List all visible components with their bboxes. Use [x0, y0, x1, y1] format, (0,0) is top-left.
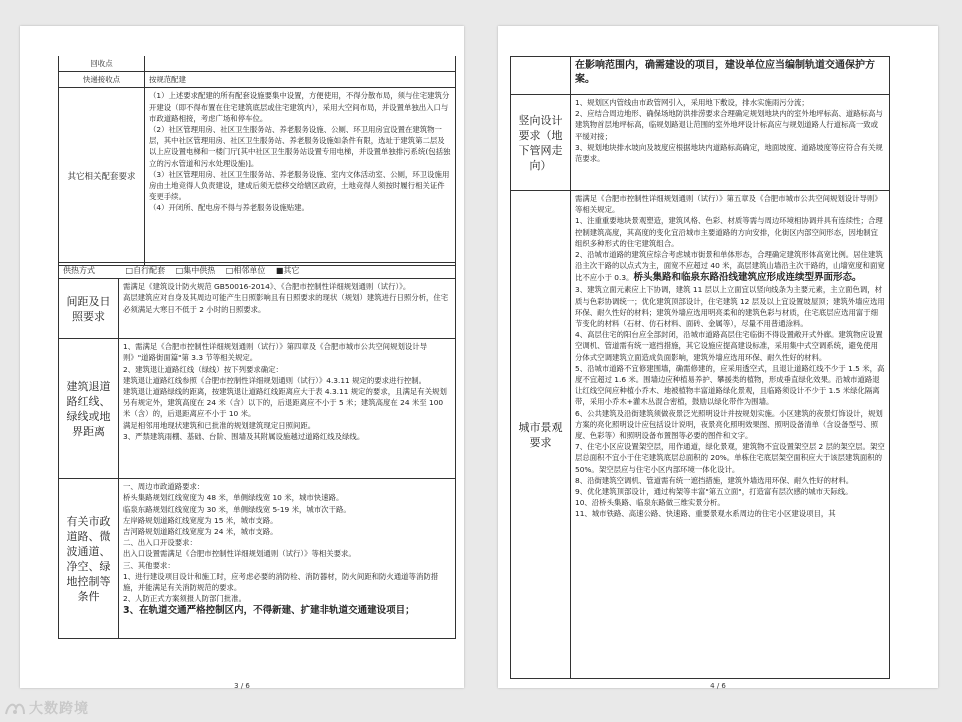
- supply-option-3: □相邻单位: [225, 266, 266, 275]
- municipal-p3: 临泉东路规划红线宽度为 30 米，单侧绿线宽 5-19 米，城市次干路。: [123, 504, 351, 514]
- supply-option-1: □自行配套: [125, 266, 166, 275]
- top-continuation-bold: 在影响范围内，确需建设的项目，建设单位应当编制轨道交通保护方案。: [571, 57, 890, 95]
- watermark: [4, 698, 89, 718]
- municipal-p8: 三、其他要求：: [123, 560, 175, 570]
- municipal-p7: 出入口设置需满足《合肥市控制性详细规划通则（试行）》等相关要求。: [123, 549, 356, 559]
- vertical-p2: 2、应结合周边地形、确保场地防洪排涝要求合理确定规划地块内的室外地坪标高、道路标高与建筑物首层地坪标高，临规划路退让范围的室外地坪设计标高应与规划道路人行道标高一致或平缓对接；: [575, 109, 883, 141]
- other-facilities-label-text: 其它相关配套要求: [67, 171, 136, 182]
- supply-option-4: ■其它: [275, 266, 300, 275]
- setback-label: 建筑退道路红线、绿线或地界距离: [59, 339, 119, 479]
- setback-p1: 1、需满足《合肥市控制性详细规划通则（试行）》第四章及《合肥市城市公共空间规划设计导则》"道路街面篇"第 3.3 节等相关规定。: [123, 342, 428, 363]
- planning-conditions-table-left-main: [58, 262, 456, 639]
- vertical-p3: 3、规划地块排水坡向及坡度应根据地块内道路标高确定，地面坡度、道路坡度等应符合有关规范要求。: [575, 142, 883, 164]
- landscape-intro: 需满足《合肥市控制性详细规划通则（试行）》第五章及《合肥市城市公共空间规划设计导则》等相关规定。: [575, 194, 882, 215]
- document-page-right: [498, 26, 938, 688]
- municipal-p1: 一、周边市政道路要求：: [123, 482, 205, 492]
- supply-option-2: □集中供热: [175, 266, 216, 275]
- planning-conditions-table-left: [58, 56, 456, 266]
- landscape-p4: 4、高层住宅的阳台应全部封闭，沿城市道路高层住宅临街不得设置敞开式外廊。建筑物应设置空调机、管道需有统一遮挡措施，其它设施应提高建设标准，采用集中式空调系统，避免使用分体式空调建筑立面造成负面影响，建筑外墙应选用环保、耐久性好的材料。: [575, 330, 883, 362]
- row-recycle-value: [145, 56, 456, 72]
- landscape-p9: 9、优化建筑顶部设计，通过构架等丰富"第五立面"，打造富有层次感的城市天际线。: [575, 487, 853, 497]
- setback-p3: 建筑退让道路红线参照《合肥市控制性详细规划通则（试行）》4.3.11 规定的要求进行控制。: [123, 375, 427, 385]
- watermark-text: 大数跨境: [29, 701, 89, 717]
- landscape-label: 城市景观要求: [511, 191, 571, 679]
- municipal-p5: 吉河路规划道路红线宽度为 24 米，城市支路。: [123, 527, 278, 537]
- vertical-p1: 1、规划区内管线由市政管网引入，采用地下敷设，排水实施雨污分流；: [575, 98, 809, 107]
- municipal-p10: 2、人防正式方案须报人防部门批准。: [123, 594, 246, 604]
- supply-label: 供热方式: [63, 266, 95, 275]
- other-facilities-label: [59, 88, 145, 266]
- row-express-label: 快递接收点: [59, 72, 145, 88]
- municipal-p2: 桥头集路规划红线宽度为 48 米，单侧绿线宽 10 米，城市快速路。: [123, 493, 344, 503]
- sunlight-label: 间距及日照要求: [59, 279, 119, 339]
- other-facilities-p3: （3）社区管理用房、社区卫生服务站、养老服务设施、室内文体活动室、公厕，环卫设施用房由土地竞得人负责建设，建成后须无偿移交给辖区政府，土地竞得人须按时履行相关证件变更手续。: [149, 169, 450, 202]
- landscape-p2-text: 2、沿城市道路的建筑应综合考虑城市街景和单体形态，合理确定建筑形体高宽比例。居住建筑沿主次干路的以点式为主，面宽不应超过 40 米，高层建筑山墙沿主次干路的，山墙宽度和面宽比不应小于 0.3。: [575, 250, 885, 283]
- sunlight-content: [119, 279, 456, 339]
- setback-content: [119, 339, 456, 479]
- top-continuation-label: [511, 57, 571, 95]
- municipal-p6: 二、出入口开设要求：: [123, 538, 197, 548]
- municipal-content: [119, 479, 456, 639]
- supply-row: [59, 263, 456, 279]
- landscape-p10: 10、沿桥头集路、临泉东路做三维实景分析。: [575, 498, 725, 508]
- other-facilities-p1: （1）上述要求配建的所有配套设施要集中设置，方便使用，不得分散布局，须与住宅建筑分开建设（即不得布置在住宅建筑底层或住宅建筑内），采用大空间布局，并设置单独出入口与市政道路相接，考虑广场和停车位。: [149, 91, 450, 123]
- setback-p5: 满足相邻用地现状建筑和已批准的规划建筑现定日照间距。: [123, 420, 316, 430]
- municipal-label: 有关市政道路、微波通道、净空、绿地控制等条件: [59, 479, 119, 639]
- landscape-p2-bold: 桥头集路和临泉东路沿线建筑应形成连续型界面形态。: [633, 272, 862, 284]
- landscape-p6: 6、公共建筑及沿街建筑须做夜景泛光照明设计并按规划实施。小区建筑的夜景灯饰设计，规划方案的亮化照明设计应包括设计说明，夜景亮化照明效果图、照明设备清单（含设备型号、照度、色彩等）和照明设备布置图等必要的图件和文字。: [575, 408, 883, 441]
- landscape-p3: 3、建筑立面元素应上下协调，建筑 11 层以上立面宜以竖向线条为主要元素，主立面色调，材质与色彩协调统一；优化建筑顶部设计，住宅建筑 12 层及以上宜设置坡屋顶；建筑外墙应选用环保、耐久性好的材料；建筑外墙应选用明亮柔和的建筑色彩与材质，住宅底层应选用富于细节变化的材料（石材、仿石材料、面砖、金属等），尽量不用普通涂料。: [575, 285, 885, 329]
- sunlight-p2: 高层建筑应对自身及其周边可能产生日照影响且有日照要求的现状（规划）建筑进行日照分析，住宅必须满足大寒日不低于 2 小时的日照要求。: [123, 293, 449, 314]
- landscape-p8: 8、沿街建筑空调机、管道需有统一遮挡措施，建筑外墙选用环保、耐久性好的材料。: [575, 475, 854, 485]
- setback-p6: 3、严禁建筑雨棚、基础、台阶、围墙及其附属设施越过道路红线及绿线。: [123, 431, 365, 441]
- landscape-p11: 11、城市铁路、高速公路、快速路、重要景观水系周边的住宅小区建设项目，其: [575, 509, 836, 519]
- municipal-bold-line: 3、在轨道交通严格控制区内，不得新建、扩建非轨道交通建设项目；: [123, 605, 415, 617]
- vertical-design-content: [571, 95, 890, 191]
- row-express-value: 按规范配建: [145, 72, 456, 88]
- vertical-design-label: 竖向设计要求（地下管网走向）: [511, 95, 571, 191]
- other-facilities-content: [145, 88, 456, 266]
- landscape-content: [571, 191, 890, 679]
- sunlight-p1: 需满足《建筑设计防火规范 GB50016-2014》、《合肥市控制性详细规划通则（试行）》。: [123, 282, 411, 292]
- page-number-left: 3 / 6: [234, 682, 250, 690]
- landscape-p2: [575, 249, 885, 284]
- municipal-p9: 1、进行建设项目设计和施工时，应考虑必要的消防栓、消防器材，防火间距和防火通道等消防措施，并能满足有关消防规范的要求。: [123, 571, 439, 593]
- municipal-p4: 左岸路规划道路红线宽度为 15 米，城市支路。: [123, 515, 278, 525]
- setback-p4: 建筑退让道路绿线的距离，按建筑退让道路红线距离应大于表 4.3.11 规定的要求，且满足有关规划另有规定外，建筑高度在 24 米（含）以下的，后退距离应不小于 5 米；建筑高度在 24 米至 100 米（含）的，后退距离应不小于 10 米。: [123, 387, 447, 419]
- landscape-p5: 5、沿城市道路不宜修建围墙，确需修建的，应采用透空式，且退让道路红线不少于 1.5 米，高度不宜超过 1.6 米。围墙边应种植易养护、攀援类的植物，形成垂直绿化效果。沿城市道路退让红线空间应种植小乔木、地被植物丰富道路绿化景观，且临路须设计不少于 1.5 米绿化隔离带，采用小乔木+灌木丛混合密植，鼓励以绿化带作为围墙。: [575, 363, 885, 407]
- watermark-logo-icon: [4, 700, 26, 716]
- planning-conditions-table-right: [510, 56, 890, 679]
- row-recycle-label: 回收点: [59, 56, 145, 72]
- landscape-p7: 7、住宅小区应设置架空层，用作通道，绿化景观，建筑物不宜设置架空层 2 层的架空层。架空层总面积不宜小于住宅建筑底层总面积的 20%。单栋住宅底层架空面积应大于该层建筑面积的 50%。架空层应与住宅小区内部环境一体化设计。: [575, 442, 885, 474]
- document-page-left: [20, 26, 464, 688]
- other-facilities-p2: （2）社区管理用房、社区卫生服务站、养老服务设施、公厕、环卫用房宜设置在建筑物一层，其中社区管理用房、社区卫生服务站、养老服务设施如条件有限，选址于建筑第二层及以上应设置电梯和一楼门厅[其中社区卫生服务站设置专用电梯，并设置单独排污系统(包括独立的污水管道和污水处理设施)]。: [149, 125, 451, 168]
- landscape-p1: 1、注重重要地块景观塑造，建筑风格、色彩、材质等需与周边环境相协调并具有连续性；合理控制建筑高度，其高度的变化宜沿城市主要道路的方向安排，化街区内部空间形态，因地制宜组织多种形式的住宅建筑组合。: [575, 216, 883, 248]
- setback-p2: 2、建筑退让道路红线（绿线）按下列要求确定：: [123, 364, 283, 374]
- other-facilities-p4: （4）开闭所、配电房不得与养老服务设施贴建。: [149, 203, 309, 213]
- page-number-right: 4 / 6: [710, 682, 726, 690]
